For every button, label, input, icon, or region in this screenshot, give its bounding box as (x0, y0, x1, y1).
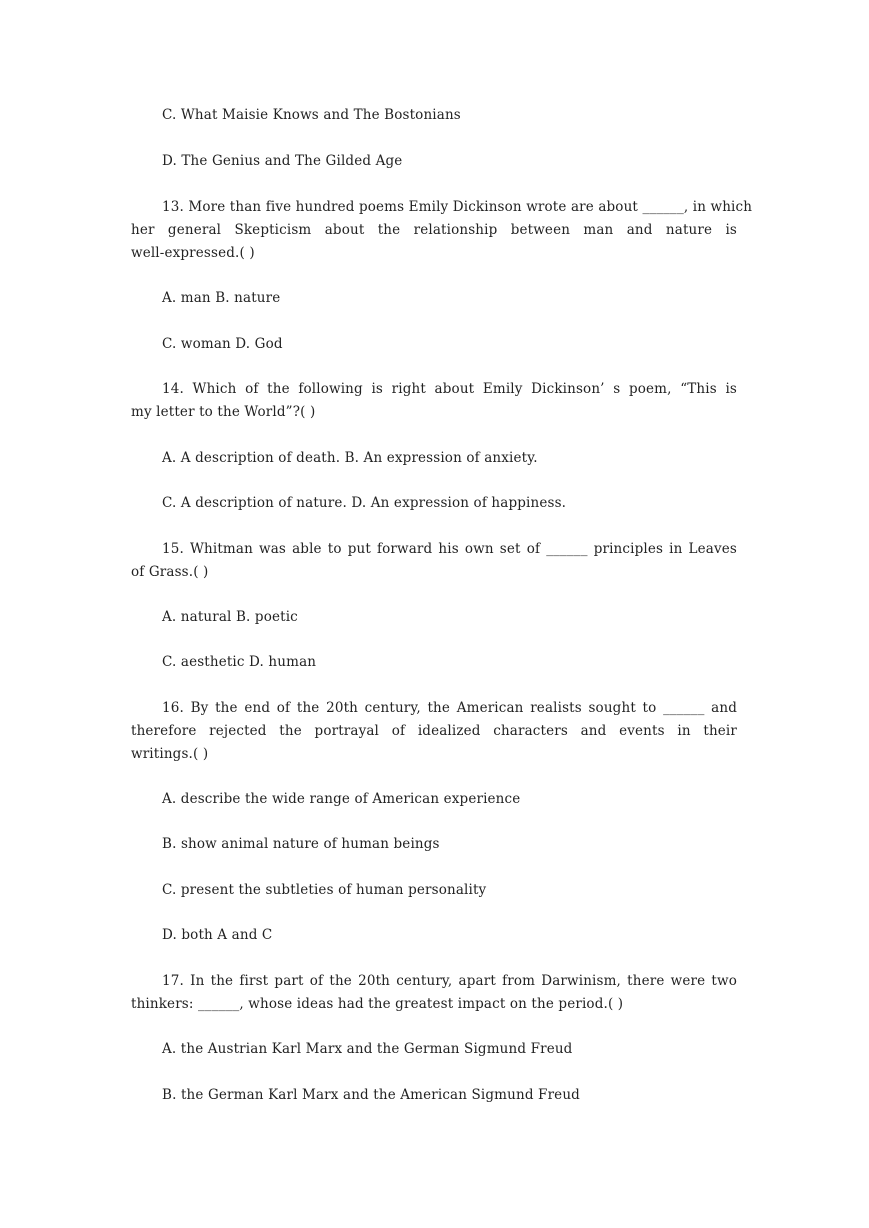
question-16 (131, 697, 737, 766)
question-14 (131, 378, 737, 424)
question-line: therefore rejected the portrayal of idealized characters and events in their (131, 723, 737, 739)
question-line: writings.( ) (131, 746, 209, 762)
option-c: C. aesthetic D. human (162, 654, 317, 670)
option-a: A. A description of death. B. An expression of anxiety. (162, 450, 538, 466)
option-a: A. describe the wide range of American experience (162, 791, 521, 807)
option-d: D. The Genius and The Gilded Age (162, 153, 403, 169)
question-line: 17. In the first part of the 20th century, apart from Darwinism, there were two (162, 973, 737, 989)
question-15 (131, 538, 737, 584)
question-line: 14. Which of the following is right about Emily Dickinson’ s poem, “This is (162, 381, 737, 397)
question-line: my letter to the World”?( ) (131, 404, 316, 420)
option-c: C. What Maisie Knows and The Bostonians (162, 107, 461, 123)
option-d: D. both A and C (162, 927, 273, 943)
question-line: of Grass.( ) (131, 564, 209, 580)
option-c: C. A description of nature. D. An expression of happiness. (162, 495, 567, 511)
option-b: B. show animal nature of human beings (162, 836, 440, 852)
option-a: A. man B. nature (162, 290, 281, 306)
question-line: 16. By the end of the 20th century, the American realists sought to ______ and (162, 700, 737, 716)
option-c: C. present the subtleties of human personality (162, 882, 487, 898)
question-13 (131, 196, 753, 265)
question-17 (131, 970, 737, 1016)
question-line: 15. Whitman was able to put forward his own set of ______ principles in Leaves (162, 541, 737, 557)
option-a: A. the Austrian Karl Marx and the German Sigmund Freud (162, 1041, 573, 1057)
question-line: thinkers: ______, whose ideas had the greatest impact on the period.( ) (131, 996, 624, 1012)
option-a: A. natural B. poetic (162, 609, 298, 625)
option-c: C. woman D. God (162, 336, 283, 352)
question-line: well-expressed.( ) (131, 245, 255, 261)
option-b: B. the German Karl Marx and the American Sigmund Freud (162, 1087, 580, 1103)
question-line: 13. More than five hundred poems Emily Dickinson wrote are about ______, in which (162, 199, 753, 215)
question-line: her general Skepticism about the relationship between man and nature is (131, 222, 737, 238)
